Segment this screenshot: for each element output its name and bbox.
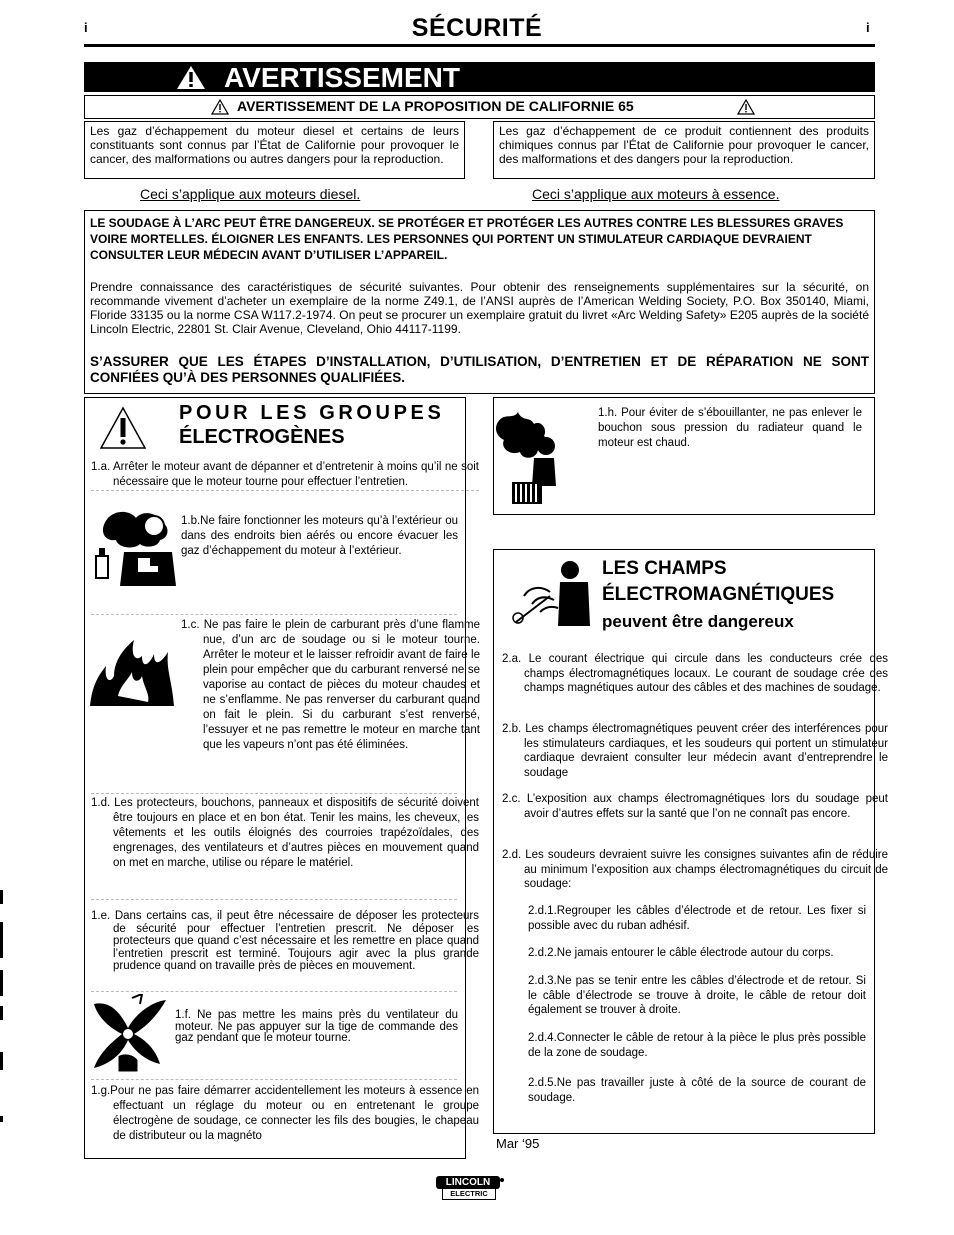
warning-triangle-icon bbox=[176, 65, 206, 90]
warning-banner bbox=[84, 62, 875, 92]
margin-mark bbox=[0, 1116, 3, 1122]
radiator-section bbox=[493, 397, 875, 515]
danger-statement: LE SOUDAGE À L’ARC PEUT ÊTRE DANGEREUX. SE PROTÉGER ET PROTÉGER LES AUTRES CONTRE LES BLESSURES GRAVES VOIRE MORTELLES. ÉLOIGNER LES ENFANTS. LES PERSONNES QUI PORTENT UN STIMULATEUR CARDIAQUE DEVRAIENT CONSULTER LEUR MÉDECIN AVANT D’UTILISER L’APPAREIL. bbox=[90, 216, 844, 262]
logo-dot bbox=[500, 1178, 504, 1182]
intro-box bbox=[84, 210, 875, 394]
prop65-title: AVERTISSEMENT DE LA PROPOSITION DE CALIFORNIE 65 bbox=[237, 98, 634, 114]
warning-triangle-icon bbox=[211, 99, 229, 115]
item-1f: 1.f. Ne pas mettre les mains près du ventilateur du moteur. Ne pas appuyer sur la tige de commande des gaz pendant que le moteur tourne. bbox=[175, 1009, 458, 1044]
page-number-right: i bbox=[866, 20, 870, 35]
diesel-warning-box bbox=[84, 121, 465, 179]
emf-section bbox=[493, 549, 888, 1134]
generators-heading-2: ÉLECTROGÈNES bbox=[179, 426, 345, 448]
header-rule bbox=[84, 44, 875, 47]
generators-section bbox=[84, 397, 480, 1159]
margin-mark bbox=[0, 1006, 3, 1020]
item-1b: 1.b.Ne faire fonctionner les moteurs qu’à l’extérieur ou dans des endroits bien aérés ou encore évacuer les gaz d’échappement du moteur à l’extérieur. bbox=[181, 515, 458, 557]
electromagnetic-field-icon bbox=[510, 556, 592, 632]
emf-heading-3: peuvent être dangereux bbox=[602, 612, 794, 631]
margin-mark bbox=[0, 970, 3, 996]
warning-banner-text: AVERTISSEMENT bbox=[224, 62, 460, 93]
item-2d3: 2.d.3.Ne pas se tenir entre les câbles d’électrode et de retour. Si le câble d’électrode se trouve à droite, le câble de retour doit également se trouver à droite. bbox=[528, 975, 866, 1016]
qualified-statement: S’ASSURER QUE LES ÉTAPES D’INSTALLATION, D’UTILISATION, D’ENTRETIEN ET DE RÉPARATION NE SONT CONFIÉES QU’À DES PERSONNES QUALIFIÉES. bbox=[90, 354, 869, 385]
margin-mark bbox=[0, 890, 3, 904]
gasoline-caption: Ceci s’applique aux moteurs à essence. bbox=[532, 186, 780, 202]
item-1d: 1.d. Les protecteurs, bouchons, panneaux et dispositifs de sécurité doivent être toujours en place et en bon état. Tenir les mains, les cheveux, les vêtements et les outils éloignés des courroies trapézoïdales, des engrenages, des ventilateurs et d’autres pièces en mouvement quand on met en marche, utilise ou répare le matériel. bbox=[91, 797, 479, 869]
fire-flame-icon bbox=[88, 636, 176, 708]
divider bbox=[91, 613, 457, 615]
item-1c: 1.c. Ne pas faire le plein de carburant près d’une flamme nue, d’un arc de soudage ou si le moteur tourne. Arrêter le moteur et le laisser refroidir avant de faire le plein pour empêcher que du carburant renversé ne se vaporise au contact de pièces du moteur chaudes et ne s’enflamme. Ne pas renverser du carburant quand on fait le plein. Si du carburant s’est renversé, l’essuyer et ne pas remettre le moteur en marche tant que les vapeurs n’ont pas été éliminées. bbox=[181, 619, 480, 751]
warning-triangle-icon bbox=[737, 99, 755, 115]
item-2c: 2.c. L’exposition aux champs électromagnétiques lors du soudage peut avoir d’autres effets sur la santé que l’on ne connaît pas encore. bbox=[502, 793, 888, 820]
margin-mark bbox=[0, 1052, 3, 1070]
revision-date: Mar ‘95 bbox=[496, 1136, 540, 1151]
item-2d1: 2.d.1.Regrouper les câbles d’électrode et de retour. Les fixer si possible avec du ruban adhésif. bbox=[528, 905, 866, 932]
page-title: SÉCURITÉ bbox=[411, 14, 543, 42]
item-2d4: 2.d.4.Connecter le câble de retour à la pièce le plus près possible de la zone de soudage. bbox=[528, 1032, 866, 1059]
item-2b: 2.b. Les champs électromagnétiques peuvent créer des interférences pour les stimulateurs cardiaques, et les soudeurs qui portent un stimulateur cardiaque devraient consulter leur médecin avant d’entreprendre le soudage bbox=[502, 723, 888, 779]
divider bbox=[91, 1078, 457, 1080]
steam-burn-icon bbox=[494, 402, 558, 510]
emf-heading-2: ÉLECTROMAGNÉTIQUES bbox=[602, 584, 835, 605]
logo-bottom: ELECTRIC bbox=[442, 1189, 496, 1200]
divider bbox=[91, 792, 457, 794]
item-2d2: 2.d.2.Ne jamais entourer le câble électrode autour du corps. bbox=[528, 947, 834, 959]
diesel-caption: Ceci s’applique aux moteurs diesel. bbox=[140, 186, 361, 202]
generators-heading-1: POUR LES GROUPES bbox=[179, 402, 445, 424]
exhaust-fumes-icon bbox=[88, 508, 184, 588]
page-number-left: i bbox=[84, 20, 88, 35]
fan-hand-icon bbox=[88, 994, 172, 1074]
item-1e: 1.e. Dans certains cas, il peut être nécessaire de déposer les protecteurs de sécurité pour effectuer l’entretien prescrit. Ne déposer les protecteurs que quand c’est nécessaire et les remettre en place quand l’entretien prescrit est terminé. Toujours agir avec la plus grande prudence quand on travaille près de pièces en mouvement. bbox=[91, 910, 479, 972]
margin-mark bbox=[0, 922, 3, 958]
item-1g: 1.g.Pour ne pas faire démarrer accidentellement les moteurs à essence en effectuant un réglage du moteur ou en entretenant le groupe électrogène de soudage, ce connecter les fils des bougies, le chapeau de distributeur ou la magnéto bbox=[91, 1085, 479, 1142]
diesel-warning-text: Les gaz d’échappement du moteur diesel et certains de leurs constituants sont connus par l’État de Californie pour provoquer le cancer, des malformations ou autres dangers pour la reproduction. bbox=[90, 124, 459, 166]
warning-triangle-icon bbox=[99, 406, 147, 450]
divider bbox=[91, 898, 457, 900]
prop65-title-box bbox=[84, 95, 875, 119]
emf-heading-1: LES CHAMPS bbox=[602, 558, 727, 579]
item-1h: 1.h. Pour éviter de s’ébouillanter, ne pas enlever le bouchon sous pression du radiateur quand le moteur est chaud. bbox=[598, 407, 862, 449]
gasoline-warning-box bbox=[493, 121, 875, 179]
item-2d5: 2.d.5.Ne pas travailler juste à côté de la source de courant de soudage. bbox=[528, 1077, 866, 1104]
intro-body: Prendre connaissance des caractéristiques de sécurité suivantes. Pour obtenir des renseignements supplémentaires sur la sécurité, on recommande vivement d’acheter un exemplaire de la norme Z49.1, de l’ANSI auprès de l’American Welding Society, P.O. Box 350140, Miami, Floride 33135 ou la norme CSA W117.2-1974. On peut se procurer un exemplaire gratuit du livret «Arc Welding Safety» E205 auprès de la société Lincoln Electric, 22801 St. Clair Avenue, Cleveland, Ohio 44117-1199. bbox=[90, 280, 869, 336]
lincoln-electric-logo bbox=[436, 1176, 504, 1204]
logo-top: LINCOLN bbox=[436, 1176, 500, 1189]
divider bbox=[91, 990, 457, 992]
item-2a: 2.a. Le courant électrique qui circule dans les conducteurs crée des champs électromagnétiques locaux. Le courant de soudage crée des champs magnétiques autour des câbles et des machines de soudage. bbox=[502, 653, 888, 694]
item-1a: 1.a. Arrêter le moteur avant de dépanner et d’entretenir à moins qu’il ne soit nécessaire que le moteur tourne pour effectuer l’entretien. bbox=[91, 460, 479, 491]
gasoline-warning-text: Les gaz d’échappement de ce produit contiennent des produits chimiques connus par l’État de Californie pour provoquer le cancer, des malformations et des dangers pour la reproduction. bbox=[499, 124, 869, 166]
item-2d: 2.d. Les soudeurs devraient suivre les consignes suivantes afin de réduire au minimum l’exposition aux champs électromagnétiques du circuit de soudage: bbox=[502, 849, 888, 890]
